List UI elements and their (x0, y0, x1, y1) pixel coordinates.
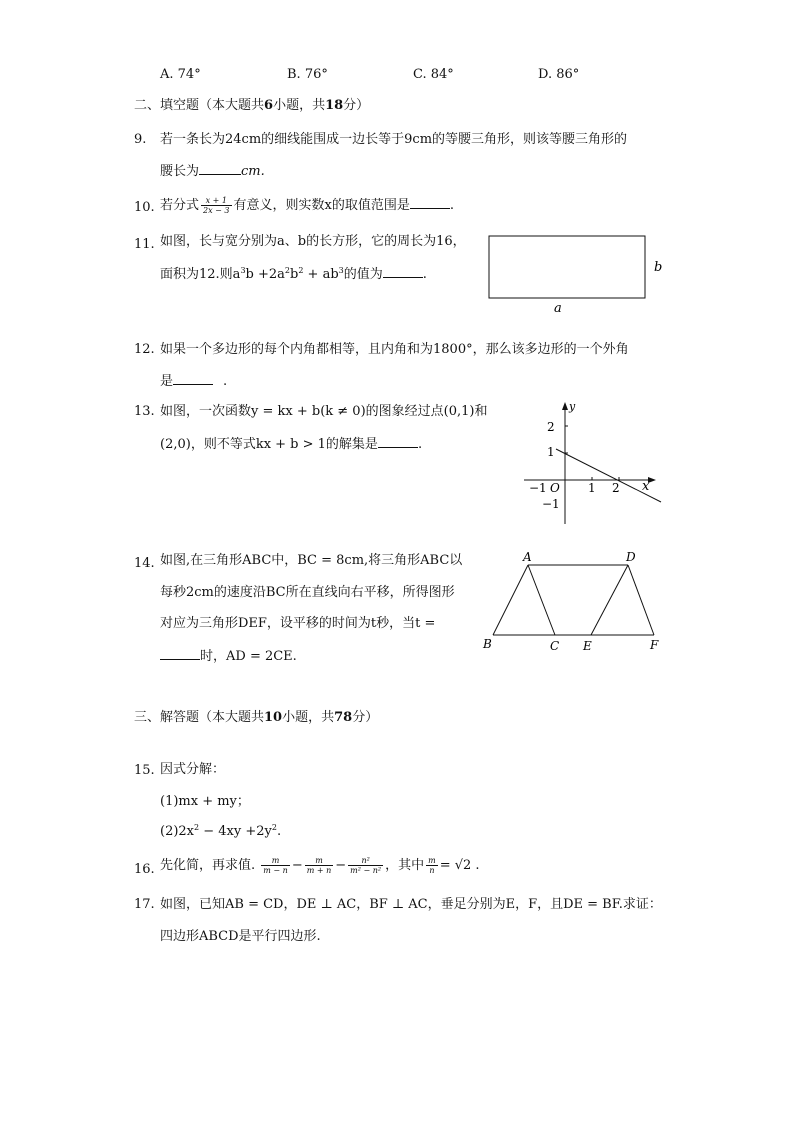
q13-graph (516, 398, 666, 528)
q12-answer-blank[interactable] (173, 372, 213, 385)
q14-number: 14. (134, 556, 155, 571)
q9-number: 9. (134, 132, 147, 147)
q16-fraction-2 (305, 856, 334, 875)
q16-f2-num: m (305, 856, 334, 866)
q10-line (160, 196, 454, 215)
q11-text-e: 的值为 (343, 267, 383, 282)
q10-number: 10. (134, 200, 155, 215)
q16-text-b: ，其中 (385, 858, 425, 873)
q16-f1-den: m − n (263, 866, 288, 875)
q12-text-a: 是 (160, 374, 174, 389)
q10-answer-blank[interactable] (410, 196, 450, 209)
q11-exp-a2: 2 (284, 266, 290, 275)
q16-f1-num: m (261, 856, 290, 866)
q8-option-b: B. 76° (287, 67, 328, 82)
q14-label-d: D (626, 550, 636, 564)
q11-exp-b2: 2 (298, 266, 304, 275)
q13-label-1x: 1 (588, 481, 596, 495)
q10-text-c: . (449, 198, 454, 213)
q15-part2-a: (2)2x (160, 824, 195, 839)
q13-label-y: y (569, 400, 576, 413)
q15-part1: (1)mx + my； (160, 794, 250, 809)
q13-label-x: x (642, 479, 650, 494)
section2-heading (134, 97, 369, 115)
q14-segment-de (591, 565, 628, 635)
q11-exp-a3: 3 (240, 266, 246, 275)
q10-frac-den: 2x − 3 (203, 206, 230, 215)
q14-label-c: C (550, 639, 560, 653)
q14-segment-ac (528, 565, 555, 635)
q11-answer-blank[interactable] (383, 265, 423, 278)
q11-rectangle-figure (482, 230, 672, 316)
q15-number: 15. (134, 763, 155, 778)
q13-label-2x: 2 (612, 481, 620, 495)
q15-part2-c: . (276, 824, 282, 839)
q15-part2 (160, 823, 281, 841)
q15-exp-y: 2 (271, 823, 277, 832)
q8-option-c: C. 84° (413, 67, 454, 82)
q11-line2 (160, 265, 427, 284)
q11-text-b: b +2a (245, 267, 285, 282)
q13-line1: 如图，一次函数y = kx + b(k ≠ 0)的图象经过点(0,1)和 (160, 404, 488, 419)
section3-label: 三、解答题（本大题共 (134, 710, 265, 725)
q14-text-end: 时，AD = 2CE. (200, 649, 297, 664)
q17-line1: 如图，已知AB = CD，DE ⊥ AC，BF ⊥ AC，垂足分别为E，F，且DE = BF.求证： (160, 897, 662, 912)
q8-option-a: A. 74° (160, 67, 201, 82)
q14-label-b: B (483, 637, 492, 651)
q16-f4-den: n (429, 866, 435, 875)
q14-answer-blank[interactable] (160, 647, 200, 660)
q11-text-d: + ab (303, 267, 339, 282)
q17-number: 17. (134, 897, 155, 912)
q13-label-2y: 2 (547, 420, 555, 434)
q11-text-c: b (290, 267, 299, 282)
section2-end: 分） (343, 98, 370, 113)
q11-text-a: 面积为12.则a (160, 267, 241, 282)
q13-text-b: . (417, 437, 423, 452)
q10-text-a: 若分式 (160, 198, 200, 213)
q12-number: 12. (134, 342, 155, 357)
q16-text-a: 先化简，再求值. (160, 858, 256, 873)
q12-line1: 如果一个多边形的每个内角都相等，且内角和为1800°，那么该多边形的一个外角 (160, 342, 629, 357)
q13-number: 13. (134, 404, 155, 419)
q16-op2: − (335, 858, 347, 873)
q13-label-m1x: −1 (529, 481, 547, 495)
q14-line1: 如图,在三角形ABC中，BC = 8cm,将三角形ABC以 (160, 553, 463, 568)
q9-line2-text: 腰长为 (160, 164, 200, 179)
q10-fraction (201, 196, 231, 215)
q12-text-b: . (223, 374, 228, 389)
q16-f2-den: m + n (306, 866, 332, 875)
q16-f3-num: n² (348, 856, 383, 866)
q10-frac-num: x + 1 (201, 196, 231, 206)
section3-score: 78 (334, 710, 353, 725)
q9-answer-blank[interactable] (199, 162, 241, 175)
q14-segment-ab (493, 565, 528, 635)
q14-label-e: E (583, 639, 592, 653)
q16-fraction-4 (426, 856, 438, 875)
q11-exp-b3: 3 (338, 266, 344, 275)
section2-count: 6 (264, 98, 274, 113)
q9-line2 (160, 162, 265, 181)
q11-number: 11. (134, 237, 155, 252)
q16-f3-den: m² − n² (350, 866, 382, 875)
q11-text-end: . (422, 267, 427, 282)
q11-line1: 如图，长与宽分别为a、b的长方形，它的周长为16， (160, 234, 466, 249)
q14-line3: 对应为三角形DEF，设平移的时间为t秒，当t = (160, 616, 436, 631)
q9-unit: cm. (241, 164, 265, 179)
q11-rectangle (489, 236, 645, 298)
q14-label-f: F (650, 638, 659, 652)
q13-label-m1y: −1 (542, 497, 560, 511)
q16-op1: − (291, 858, 303, 873)
q16-f4-num: m (428, 856, 436, 865)
q15-part2-b: − 4xy +2y (199, 824, 272, 839)
q13-line2 (160, 435, 422, 454)
q14-line2: 每秒2cm的速度沿BC所在直线向右平移，所得图形 (160, 585, 455, 600)
q15-exp-x: 2 (194, 823, 200, 832)
q16-fraction-3 (348, 856, 383, 875)
q12-line2 (160, 372, 227, 391)
q13-y-arrow (562, 402, 568, 410)
section2-mid: 小题，共 (273, 98, 326, 113)
section3-end: 分） (352, 710, 379, 725)
q14-figure (480, 548, 670, 658)
section2-label: 二、填空题（本大题共 (134, 98, 265, 113)
q9-line1: 若一条长为24cm的细线能围成一边长等于9cm的等腰三角形，则该等腰三角形的 (160, 132, 628, 147)
q10-text-b: 有意义，则实数x的取值范围是 (233, 198, 410, 213)
section3-mid: 小题，共 (282, 710, 335, 725)
q13-label-1y: 1 (547, 445, 555, 459)
q14-segment-df (628, 565, 654, 635)
q16-text-c: = √2 . (439, 858, 480, 873)
q14-label-a: A (523, 550, 532, 564)
q16-fraction-1 (261, 856, 290, 875)
q13-function-line (556, 449, 661, 502)
section3-count: 10 (264, 710, 283, 725)
section2-score: 18 (325, 98, 344, 113)
q11-label-b: b (654, 260, 663, 275)
section3-heading (134, 709, 378, 727)
q16-number: 16. (134, 862, 155, 877)
q13-label-origin: O (550, 481, 560, 495)
q14-line4 (160, 647, 297, 666)
q13-answer-blank[interactable] (378, 435, 418, 448)
q16-line (160, 856, 480, 875)
q13-text-a: (2,0)，则不等式kx + b > 1的解集是 (160, 437, 378, 452)
q15-title: 因式分解： (160, 762, 226, 777)
q17-line2: 四边形ABCD是平行四边形. (160, 929, 321, 944)
q11-label-a: a (554, 301, 562, 316)
q8-option-d: D. 86° (538, 67, 580, 82)
